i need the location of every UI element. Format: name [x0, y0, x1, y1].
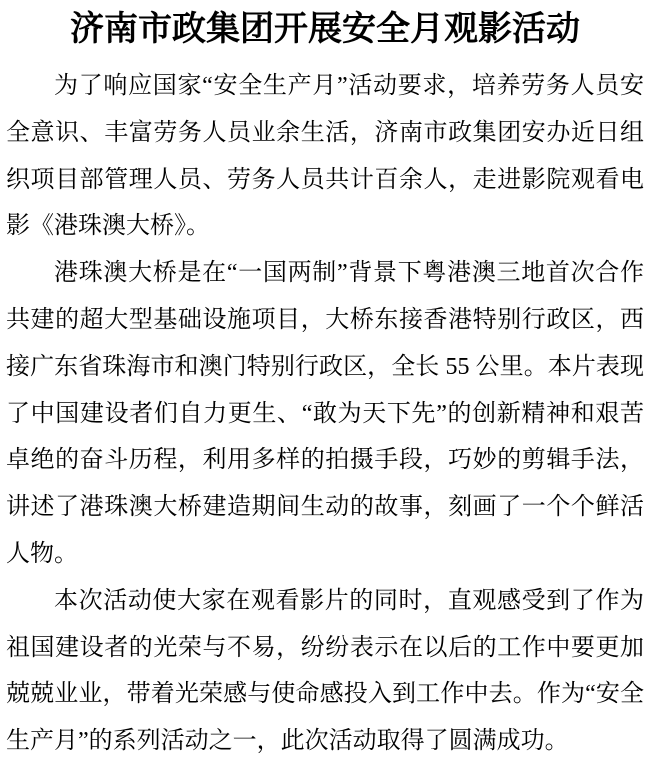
paragraph-1: 为了响应国家“安全生产月”活动要求，培养劳务人员安全意识、丰富劳务人员业余生活，济南市政集团安办近日组织项目部管理人员、劳务人员共计百余人，走进影院观看电影《港珠澳大桥》。	[6, 73, 644, 240]
document-body	[6, 63, 644, 765]
paragraph-2: 港珠澳大桥是在“一国两制”背景下粤港澳三地首次合作共建的超大型基础设施项目，大桥东接香港特别行政区，西接广东省珠海市和澳门特别行政区，全长 55 公里。本片表现了中国建设者们自力更生、“敢为天下先”的创新精神和艰苦卓绝的奋斗历程，利用多样的拍摄手段，巧妙的剪辑手法，讲述了港珠澳大桥建造期间生动的故事，刻画了一个个鲜活人物。	[6, 260, 644, 567]
paragraph-3: 本次活动使大家在观看影片的同时，直观感受到了作为祖国建设者的光荣与不易，纷纷表示在以后的工作中要更加兢兢业业，带着光荣感与使命感投入到工作中去。作为“安全生产月”的系列活动之一，此次活动取得了圆满成功。	[6, 587, 644, 755]
document-title: 济南市政集团开展安全月观影活动	[70, 11, 580, 48]
